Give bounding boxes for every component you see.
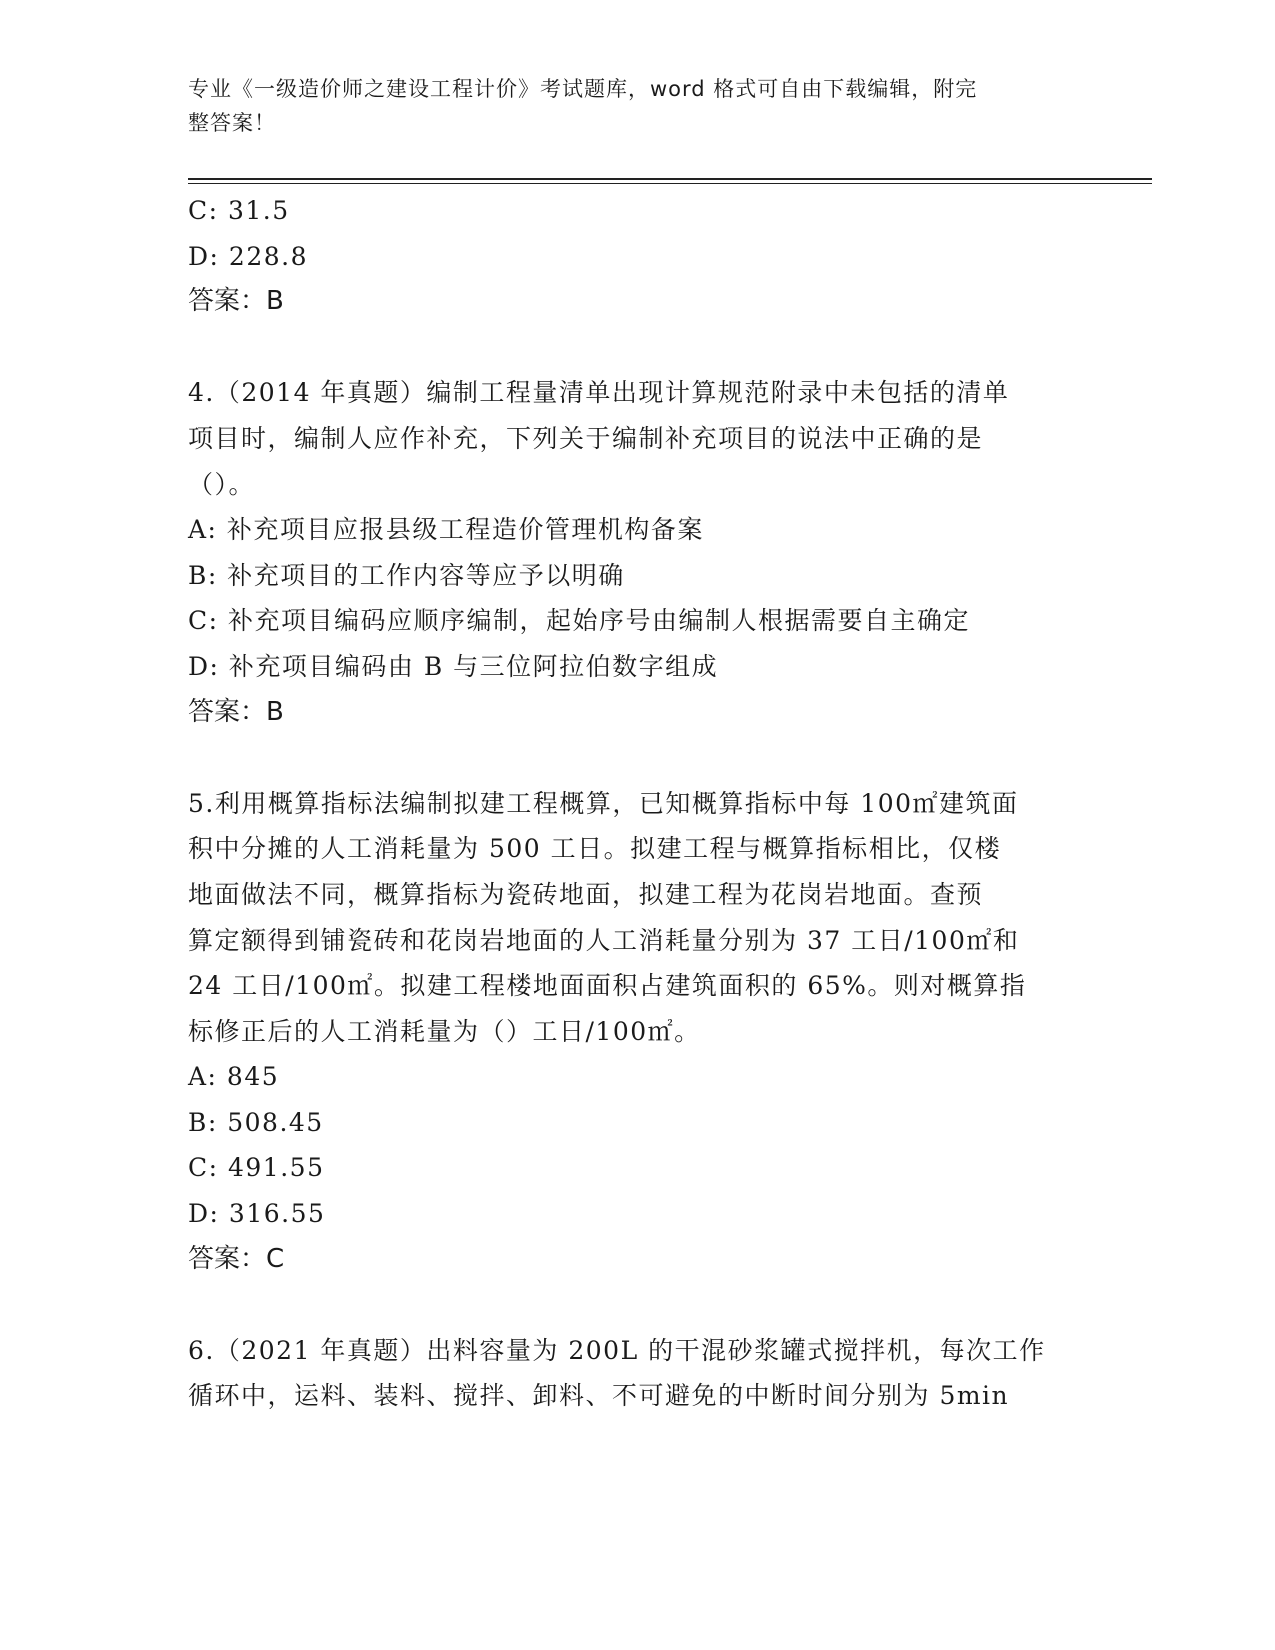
question-5 (188, 781, 1088, 1283)
spacer (188, 1282, 1088, 1328)
option-c: C: 491.55 (188, 1153, 325, 1183)
question-stem-line: 24 工日/100㎡。拟建工程楼地面面积占建筑面积的 65%。则对概算指 (188, 971, 1027, 1001)
spacer (188, 735, 1088, 781)
option-b: B: 508.45 (188, 1107, 324, 1137)
option-b: B: 补充项目的工作内容等应予以明确 (188, 560, 625, 590)
header-line: 整答案！ (188, 111, 276, 135)
option-c: C: 补充项目编码应顺序编制，起始序号由编制人根据需要自主确定 (188, 606, 971, 636)
question-stem-line: 5.利用概算指标法编制拟建工程概算，已知概算指标中每 100㎡建筑面 (188, 788, 1019, 818)
option-a: A: 845 (188, 1062, 280, 1092)
option-a: A: 补充项目应报县级工程造价管理机构备案 (188, 515, 704, 545)
answer-line: 答案：B (188, 696, 284, 727)
question-stem-line: 循环中，运料、装料、搅拌、卸料、不可避免的中断时间分别为 5min (188, 1381, 1010, 1411)
question-6 (188, 1328, 1088, 1419)
header-rule-thick (188, 178, 1152, 180)
question-stem-line: （）。 (188, 469, 256, 499)
question-3-continued (188, 188, 1088, 325)
document-body (188, 188, 1088, 1419)
option-d: D: 316.55 (188, 1199, 326, 1229)
question-stem-line: 项目时，编制人应作补充，下列关于编制补充项目的说法中正确的是 (188, 423, 984, 453)
option-c: C: 31.5 (188, 196, 290, 225)
question-stem-line: 算定额得到铺瓷砖和花岗岩地面的人工消耗量分别为 37 工日/100㎡和 (188, 925, 1020, 955)
answer-line: 答案：C (188, 1243, 285, 1274)
question-stem-line: 4.（2014 年真题）编制工程量清单出现计算规范附录中未包括的清单 (188, 378, 1010, 408)
document-header (188, 72, 1068, 140)
header-line: 专业《一级造价师之建设工程计价》考试题库，word 格式可自由下载编辑，附完 (188, 77, 978, 101)
option-d: D: 补充项目编码由 B 与三位阿拉伯数字组成 (188, 651, 719, 681)
question-4 (188, 370, 1088, 735)
question-stem-line: 积中分摊的人工消耗量为 500 工日。拟建工程与概算指标相比，仅楼 (188, 834, 1002, 864)
question-stem-line: 地面做法不同，概算指标为瓷砖地面，拟建工程为花岗岩地面。查预 (188, 879, 984, 909)
spacer (188, 325, 1088, 371)
option-d: D: 228.8 (188, 241, 308, 271)
answer-line: 答案：B (188, 286, 284, 317)
question-stem-line: 标修正后的人工消耗量为（）工日/100㎡。 (188, 1016, 701, 1046)
header-rule-thin (188, 183, 1152, 184)
question-stem-line: 6.（2021 年真题）出料容量为 200L 的干混砂浆罐式搅拌机，每次工作 (188, 1335, 1046, 1365)
